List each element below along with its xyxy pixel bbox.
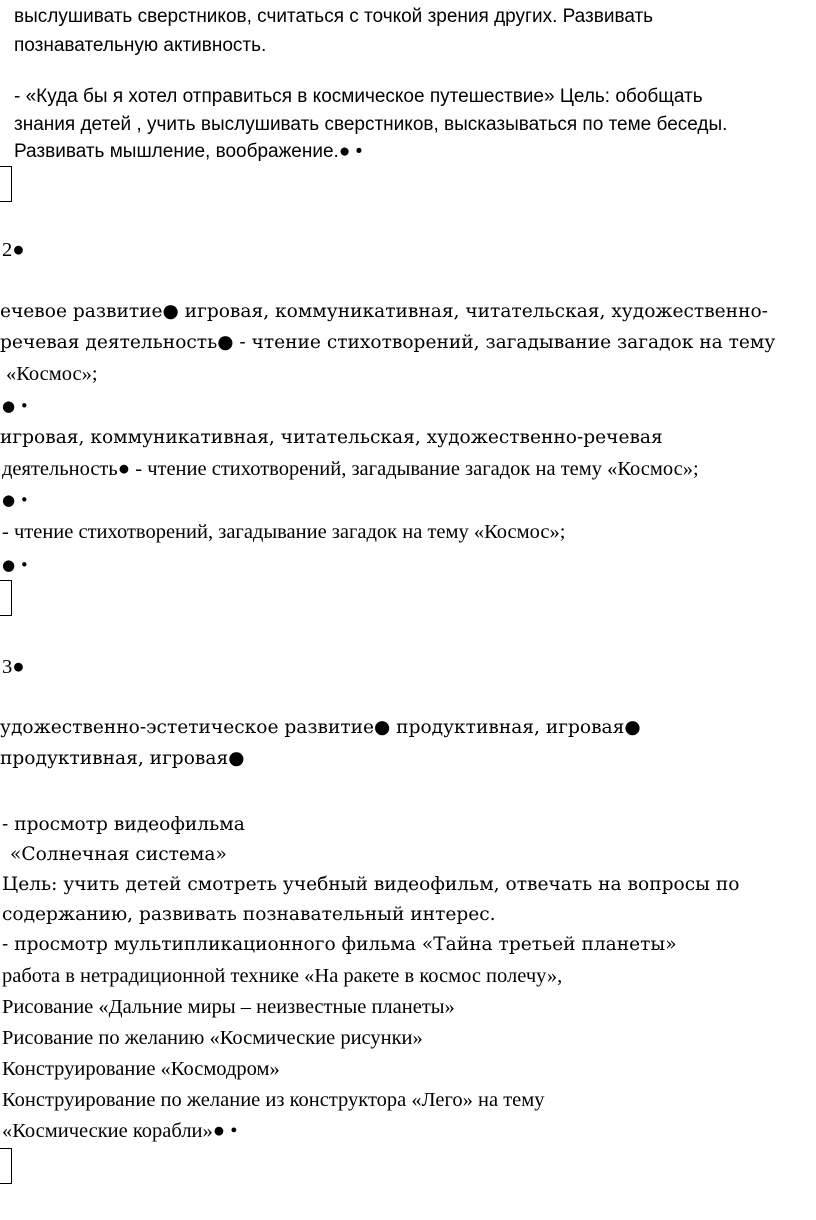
bullet-marks: ● • [2, 556, 29, 574]
section-2-number: 2● [2, 239, 25, 261]
section-3-line-4: «Солнечная система» [10, 844, 227, 865]
section-3-line-6: содержанию, развивать познавательный интерес. [2, 904, 496, 925]
section-3-line-2: продуктивная, игровая● [0, 748, 245, 769]
section-3-line-1: удожественно-эстетическое развитие● продуктивная, игровая● [0, 717, 641, 738]
table-cell-border [0, 1148, 12, 1184]
intro-line-5: Развивать мышление, воображение.● • [14, 141, 363, 162]
section-3-line-11: Конструирование «Космодром» [2, 1058, 280, 1080]
section-3-line-10: Рисование по желанию «Космические рисунки» [2, 1027, 423, 1049]
section-2-line-8: - чтение стихотворений, загадывание загадок на тему «Космос»; [2, 521, 566, 543]
section-3-line-9: Рисование «Дальние миры – неизвестные планеты» [2, 996, 455, 1018]
section-3-line-12: Конструирование по желание из конструктора «Лего» на тему [2, 1089, 545, 1111]
section-3-line-13: «Космические корабли»● • [2, 1120, 238, 1142]
section-2-line-3: «Космос»; [6, 363, 98, 385]
intro-line-3: - «Куда бы я хотел отправиться в космическое путешествие» Цель: обобщать [14, 86, 703, 107]
intro-line-4: знания детей , учить выслушивать сверстников, высказываться по теме беседы. [14, 114, 728, 135]
section-3-line-3: - просмотр видеофильма [2, 814, 245, 835]
section-3-line-7: - просмотр мультипликационного фильма «Тайна третьей планеты» [2, 934, 677, 955]
section-3-line-8: работа в нетрадиционной технике «На ракете в космос полечу», [2, 965, 563, 987]
section-2-line-6: деятельность● - чтение стихотворений, загадывание загадок на тему «Космос»; [2, 458, 699, 480]
table-cell-border [0, 580, 12, 616]
bullet-marks: ● • [2, 397, 29, 415]
bullet-marks: ● • [2, 491, 29, 509]
intro-line-2: познавательную активность. [14, 35, 267, 56]
section-3-line-5: Цель: учить детей смотреть учебный видеофильм, отвечать на вопросы по [2, 874, 740, 895]
section-3-number: 3● [2, 656, 25, 678]
section-2-line-5: игровая, коммуникативная, читательская, художественно-речевая [0, 427, 663, 448]
section-2-line-2: речевая деятельность● - чтение стихотворений, загадывание загадок на тему [0, 332, 776, 353]
section-2-line-1: ечевое развитие● игровая, коммуникативная, читательская, художественно- [0, 301, 768, 322]
table-cell-border [0, 166, 12, 202]
intro-line-1: выслушивать сверстников, считаться с точкой зрения других. Развивать [14, 6, 654, 27]
